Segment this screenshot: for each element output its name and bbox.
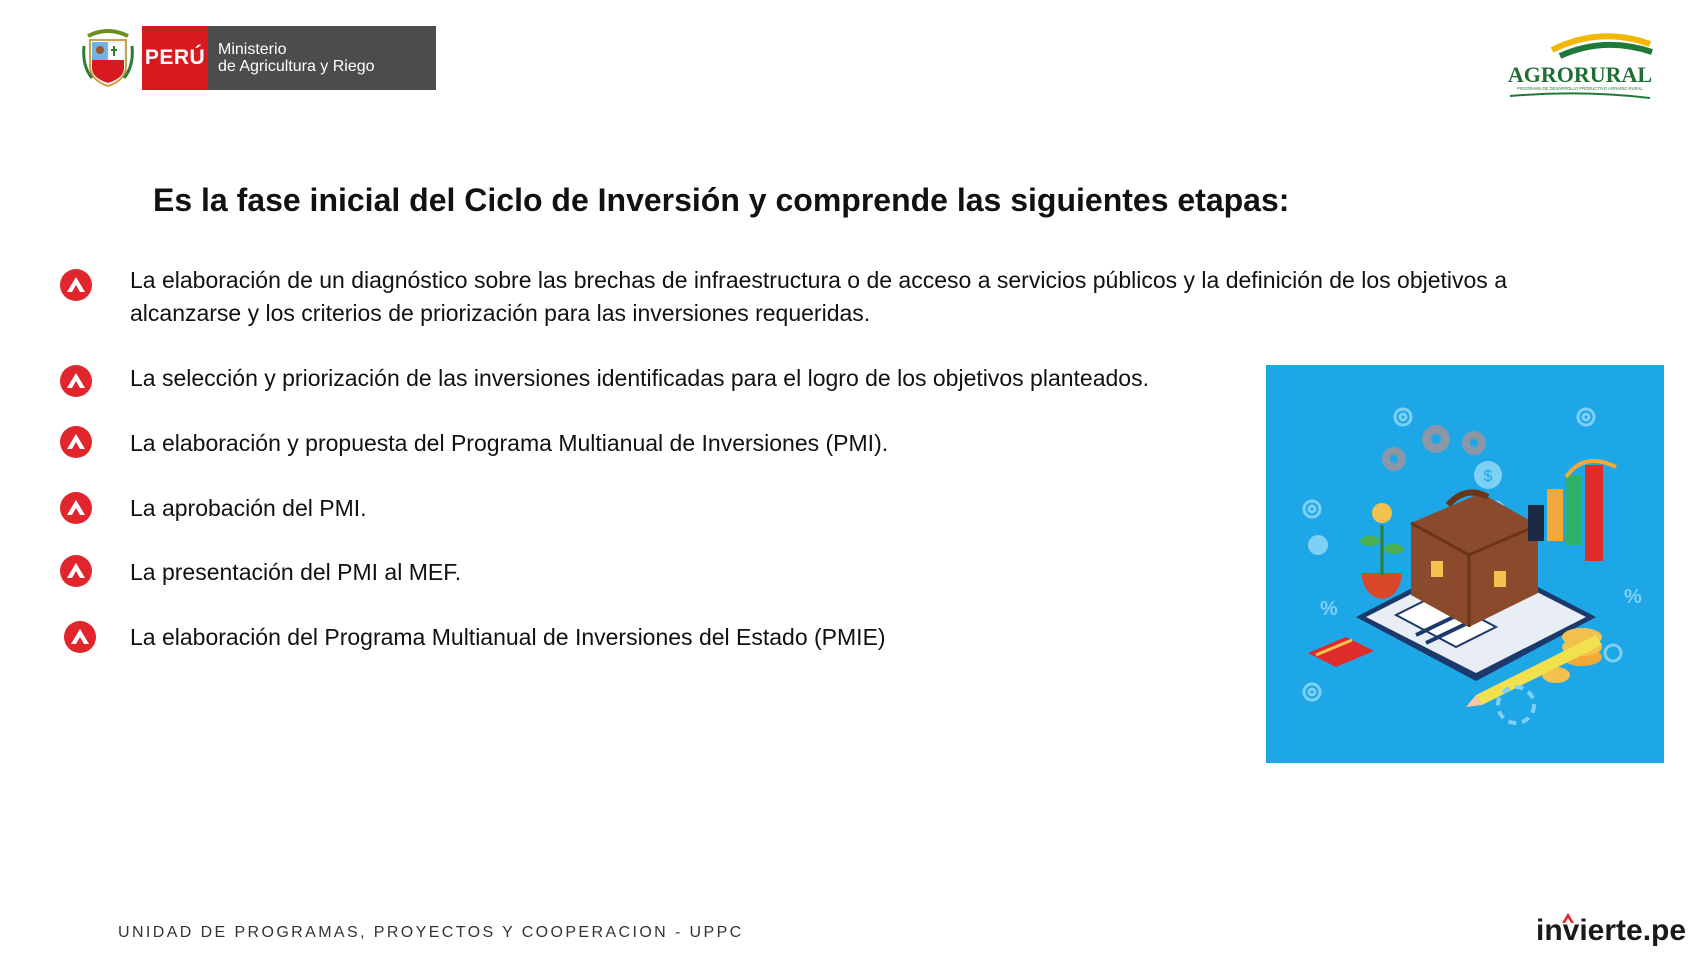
red-circle-arrow-icon <box>59 491 93 525</box>
ministry-line1: Ministerio <box>218 41 287 58</box>
list-item-text: La elaboración del Programa Multianual de Inversiones del Estado (PMIE) <box>130 624 886 650</box>
ministry-line2: de Agricultura y Riego <box>218 58 375 75</box>
list-item-text: La presentación del PMI al MEF. <box>130 559 462 585</box>
list-item-text: La selección y priorización de las inversiones identificadas para el logro de los objetivos planteados. <box>130 365 1149 391</box>
list-item-text: La aprobación del PMI. <box>130 495 367 521</box>
svg-text:%: % <box>1320 598 1338 620</box>
coat-of-arms-icon <box>80 26 136 90</box>
footer-unit-label: UNIDAD DE PROGRAMAS, PROYECTOS Y COOPERACION - UPPC <box>118 924 744 941</box>
invierte-pe-logo: invierte.pe <box>1536 914 1687 947</box>
svg-text:$: $ <box>1483 468 1493 485</box>
red-circle-arrow-icon <box>59 554 93 588</box>
red-circle-arrow-icon <box>59 364 93 398</box>
list-item-line: La elaboración de un diagnóstico sobre las brechas de infraestructura o de acceso a servicios públicos y la definición de los objetivos a <box>130 267 1507 293</box>
agrorural-tagline: PROGRAMA DE DESARROLLO PRODUCTIVO AGRARIO RURAL <box>1517 86 1643 91</box>
list-item-text <box>130 264 1610 330</box>
peru-label: PERÚ <box>142 26 208 90</box>
page-title: Es la fase inicial del Ciclo de Inversión y comprende las siguientes etapas: <box>153 182 1290 218</box>
red-circle-arrow-icon <box>59 425 93 459</box>
red-circle-arrow-icon <box>63 620 97 654</box>
list-item-text: La elaboración y propuesta del Programa Multianual de Inversiones (PMI). <box>130 430 889 456</box>
list-item-line: alcanzarse y los criterios de priorización para las inversiones requeridas. <box>130 300 871 326</box>
business-investment-illustration <box>1266 365 1664 763</box>
ministry-logo <box>80 26 436 90</box>
agrorural-name: AGRORURAL <box>1507 62 1653 87</box>
agrorural-logo <box>1500 30 1660 102</box>
red-circle-arrow-icon <box>59 268 93 302</box>
svg-text:%: % <box>1624 586 1642 608</box>
ministry-name <box>208 26 436 90</box>
